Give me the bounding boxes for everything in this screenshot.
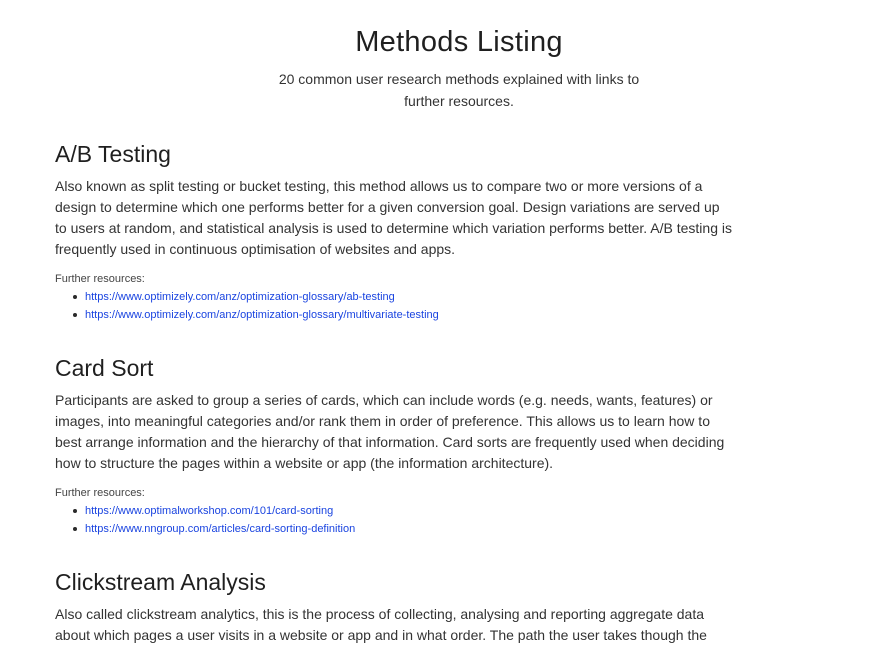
page-title: Methods Listing (355, 26, 563, 58)
resource-link[interactable]: https://www.optimalworkshop.com/101/card-sorting (85, 505, 334, 517)
resource-item (85, 502, 735, 520)
resource-link[interactable]: https://www.nngroup.com/articles/card-sorting-definition (85, 523, 356, 535)
methods-list (55, 136, 735, 672)
method-title: Card Sort (55, 355, 154, 381)
resource-item (85, 306, 735, 324)
bullet-icon (73, 295, 77, 299)
page-header (0, 0, 885, 112)
method-description: Participants are asked to group a series of cards, which can include words (e.g. needs, wants, features) or images, into meaningful categories and/or rank them in order of preference. This allows us to learn how to best arrange information and the hierarchy of that information. Card sorts are frequently used when deciding how to structure the pages within a website or app (the information architecture). (55, 392, 725, 471)
method-title: Clickstream Analysis (55, 569, 266, 595)
method-clickstream-analysis (55, 564, 735, 646)
bullet-icon (73, 527, 77, 531)
bullet-icon (73, 313, 77, 317)
page-subtitle: 20 common user research methods explained with links to further resources. (278, 71, 640, 109)
method-description: Also known as split testing or bucket testing, this method allows us to compare two or more versions of a design to determine which one performs better for a given conversion goal. Design variations are served up to users at random, and statistical analysis is used to determine which variation performs better. A/B testing is frequently used in continuous optimisation of websites and apps. (55, 178, 732, 257)
resource-list (55, 502, 735, 538)
further-resources-label: Further resources: (55, 487, 145, 499)
further-resources-label: Further resources: (55, 273, 145, 285)
resource-link[interactable]: https://www.optimizely.com/anz/optimization-glossary/ab-testing (85, 291, 395, 303)
resource-item (85, 520, 735, 538)
bullet-icon (73, 509, 77, 513)
resource-item (85, 288, 735, 306)
method-card-sort (55, 350, 735, 538)
method-description: Also called clickstream analytics, this is the process of collecting, analysing and reporting aggregate data about which pages a user visits in a website or app and in what order. The path the user takes though the (55, 606, 707, 643)
resource-link[interactable]: https://www.optimizely.com/anz/optimization-glossary/multivariate-testing (85, 309, 439, 321)
method-title: A/B Testing (55, 141, 171, 167)
method-ab-testing (55, 136, 735, 324)
resource-list (55, 288, 735, 324)
